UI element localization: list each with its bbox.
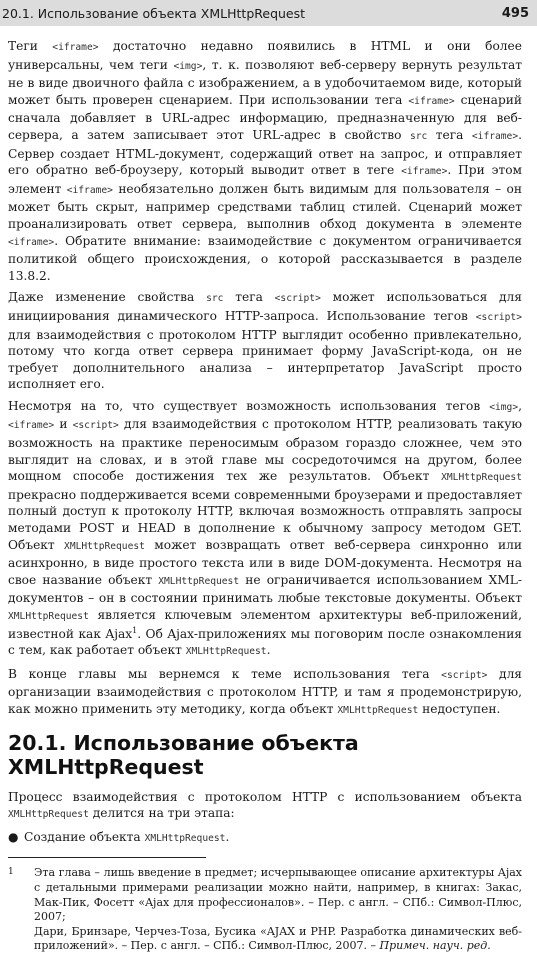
running-title: 20.1. Использование объекта XMLHttpRequest bbox=[2, 5, 306, 21]
inline-code: <script> bbox=[441, 669, 488, 681]
section-heading: 20.1. Использование объекта XMLHttpRequest bbox=[8, 730, 359, 779]
body-paragraph: Теги <iframe> достаточно недавно появились в HTML и они более универсальны, чем теги <img>, т. к. позволяют веб-серверу вернуть результат не в виде двоичного файла с изображением, а в удобочитаемом виде, который может быть проверен сценарием. При использовании тега <iframe> сценарий сначала добавляет в URL-адрес информацию, предназначенную для веб-сервера, а затем записывает этот URL-адрес в свойство src тега <iframe>. Сервер создает HTML-документ, содержащий ответ на запрос, и отправляет его обратно веб-броузеру, который выводит ответ в теге <iframe>. При этом элемент <iframe> необязательно должен быть видимым для пользователя – он может быть скрыт, например средствами таблиц стилей. Сценарий может проанализировать ответ сервера, выполнив обход документа в элементе <iframe>. Обратите внимание: взаимодействие с документом ограничивается политикой общего происхождения, о которой рассказывается в разделе 13.8.2. bbox=[8, 39, 523, 283]
inline-code: XMLHttpRequest bbox=[185, 646, 267, 658]
inline-code: XMLHttpRequest bbox=[64, 540, 145, 552]
list-item bbox=[8, 829, 522, 848]
inline-code: <iframe> bbox=[8, 236, 55, 248]
emphasis: Примеч. науч. ред. bbox=[379, 939, 491, 953]
inline-code: XMLHttpRequest bbox=[337, 704, 419, 716]
inline-code: <iframe> bbox=[52, 42, 99, 53]
footnote-mark: 1 bbox=[8, 867, 14, 878]
inline-code: <iframe> bbox=[471, 130, 519, 142]
footnote-paragraph: Дари, Бринзаре, Черчез-Тоза, Бусика «AJAX и PHP. Разработка динамических веб-приложений». – Пер. с англ. – СПб.: Символ-Плюс, 2007. – Примеч. науч. ред. bbox=[34, 924, 522, 953]
inline-code: XMLHttpRequest bbox=[441, 472, 522, 484]
inline-code: <iframe> bbox=[401, 166, 448, 178]
inline-code: <script> bbox=[72, 420, 119, 432]
bullet-icon: ● bbox=[8, 829, 19, 844]
inline-code: <iframe> bbox=[66, 184, 113, 196]
inline-code: XMLHttpRequest bbox=[144, 832, 226, 844]
inline-code: src bbox=[409, 130, 428, 142]
running-header bbox=[0, 0, 537, 26]
body-paragraph: В конце главы мы вернемся к теме использования тега <script> для организации взаимодействия с протоколом HTTP, и там я продемонстрирую, как можно применить эту методику, когда объект XMLHttpRequest недоступен. bbox=[8, 666, 522, 716]
inline-code: <script> bbox=[475, 311, 522, 323]
footnote bbox=[8, 866, 522, 954]
footnote-ref: 1 bbox=[132, 625, 138, 635]
footnote-body bbox=[34, 866, 522, 954]
inline-code: <img> bbox=[489, 401, 519, 413]
inline-code: <script> bbox=[274, 293, 321, 305]
footnote-divider bbox=[8, 857, 206, 858]
inline-code: XMLHttpRequest bbox=[158, 575, 240, 587]
body-paragraph: Несмотря на то, что существует возможность использования тегов <img>, <iframe> и <script> для взаимодействия с протоколом HTTP, реализовать такую возможность на практике переносимым образом гораздо сложнее, чем это выглядит на словах, и в этой главе мы сосредоточимся на другом, более мощном способе достижения тех же результатов. Объект XMLHttpRequest прекрасно поддерживается всеми современными броузерами и предоставляет полный доступ к протоколу HTTP, включая возможность отправлять запросы методами POST и HEAD в дополнение к обычному запросу методом GET. Объект XMLHttpRequest может возвращать ответ веб-сервера синхронно или асинхронно, в виде простого текста или в виде DOM-документа. Несмотря на свое название объект XMLHttpRequest не ограничивается использованием XML-документов – он в состоянии принимать любые текстовые документы. Объект XMLHttpRequest является ключевым элементом архитектуры веб-приложений, известной как Ajax$^1$. Об Ajax-приложениях мы поговорим после ознакомления с тем, как работает объект XMLHttpRequest. bbox=[8, 398, 523, 658]
body-paragraph: Даже изменение свойства src тега <script> может использоваться для инициирования динамического HTTP-запроса. Использование тегов <script> для взаимодействия с протоколом HTTP выглядит особенно привлекательно, потому что когда ответ сервера принимает форму JavaScript-кода, он не требует дополнительного анализа – интерпретатор JavaScript просто исполняет его. bbox=[8, 290, 522, 392]
inline-code: XMLHttpRequest bbox=[8, 611, 89, 622]
inline-code: <iframe> bbox=[408, 95, 455, 107]
inline-code: <img> bbox=[173, 60, 203, 72]
inline-code: src bbox=[206, 293, 224, 305]
inline-code: XMLHttpRequest bbox=[8, 809, 89, 821]
page-content bbox=[8, 38, 522, 954]
footnote-paragraph: Эта глава – лишь введение в предмет; исчерпывающее описание архитектуры Ajax с детальными примерами реализации можно найти, например, в книгах: Закас, Мак-Пик, Фосетт «Ajax для профессионалов». – Пер. с англ. – СПб.: Символ-Плюс, 2007; bbox=[34, 866, 522, 924]
inline-code: <iframe> bbox=[8, 420, 55, 432]
list-item-text: Создание объекта XMLHttpRequest. bbox=[24, 829, 230, 844]
page-number: 495 bbox=[501, 5, 529, 21]
section-intro: Процесс взаимодействия с протоколом HTTP с использованием объекта XMLHttpRequest делится на три этапа: bbox=[8, 789, 522, 821]
